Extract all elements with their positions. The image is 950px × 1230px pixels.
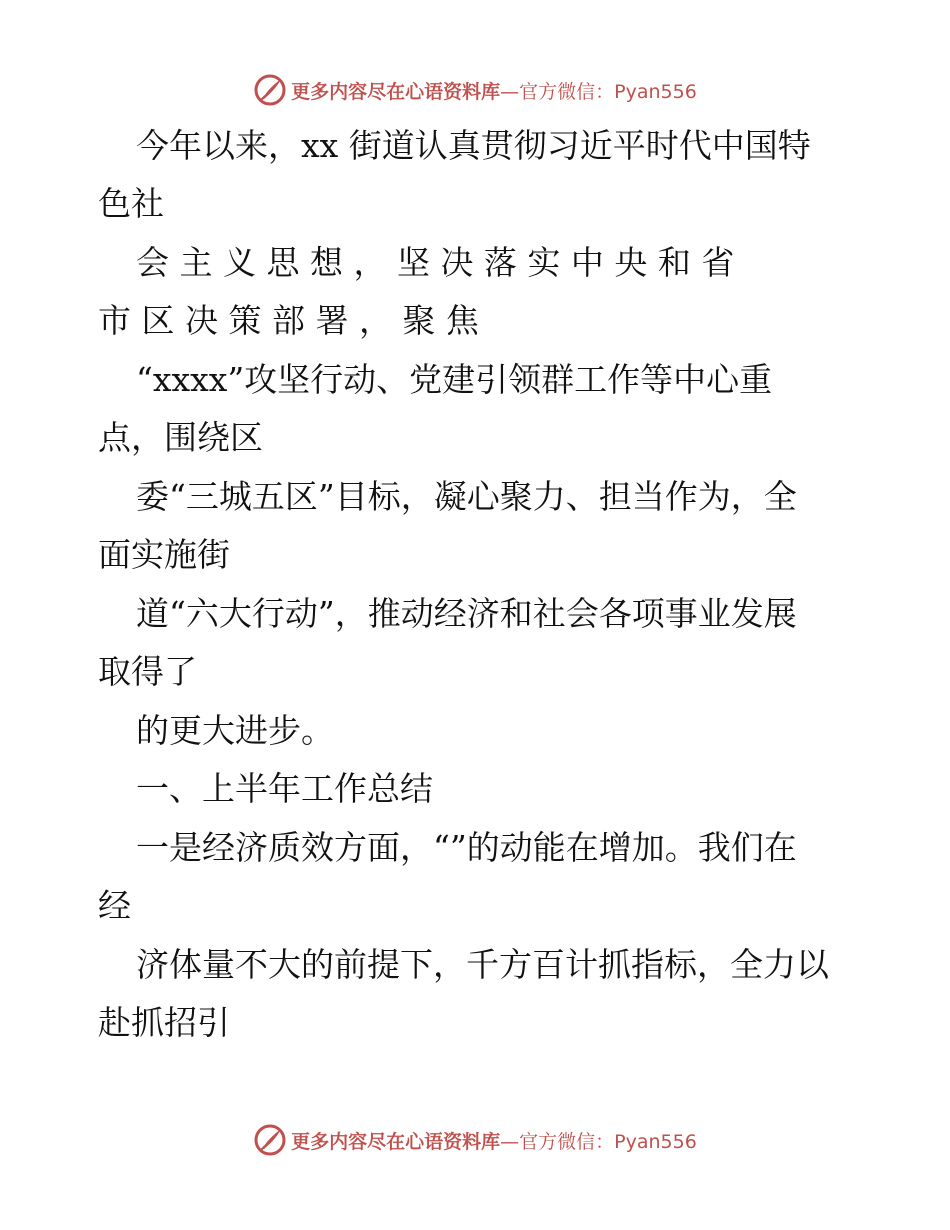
footer-wechat-text: 官方微信：Pyan556 [519,1130,697,1153]
body-line-11: 的更大进步。 [136,711,334,750]
footer-brand-text: 更多内容尽在心语资料库 [291,1130,501,1153]
quill-logo-icon [253,73,287,107]
header-banner-text [291,77,697,104]
header-watermark-banner [0,70,950,110]
body-line-4: 市 区 决 策 部 署 ， 聚 焦 [98,301,479,340]
body-line-9: 道“六大行动”，推动经济和社会各项事业发展 [136,594,797,633]
section-heading: 一、上半年工作总结 [136,769,433,808]
body-line-14: 经 [98,886,131,925]
body-line-1: 今年以来，xx 街道认真贯彻习近平时代中国特 [136,126,811,165]
header-wechat-text: 官方微信：Pyan556 [519,80,697,103]
footer-watermark-banner [0,1120,950,1160]
header-separator: — [500,80,520,103]
quill-logo-icon [253,1123,287,1157]
body-line-3: 会 主 义 思 想 ， 坚 决 落 实 中 央 和 省 [136,243,735,282]
body-line-7: 委“三城五区”目标，凝心聚力、担当作为，全 [136,477,797,516]
body-line-16: 赴抓招引 [98,1003,230,1042]
body-line-10: 取得了 [98,652,197,691]
body-line-2: 色社 [98,184,164,223]
body-line-15: 济体量不大的前提下，千方百计抓指标，全力以 [136,945,829,984]
body-line-13: 一是经济质效方面，“”的动能在增加。我们在 [136,828,797,867]
body-line-6: 点，围绕区 [98,418,263,457]
footer-separator: — [500,1130,520,1153]
body-line-8: 面实施街 [98,535,230,574]
body-line-5: “xxxx”攻坚行动、党建引领群工作等中心重 [136,360,773,399]
header-brand-text: 更多内容尽在心语资料库 [291,80,501,103]
footer-banner-text [291,1127,697,1154]
